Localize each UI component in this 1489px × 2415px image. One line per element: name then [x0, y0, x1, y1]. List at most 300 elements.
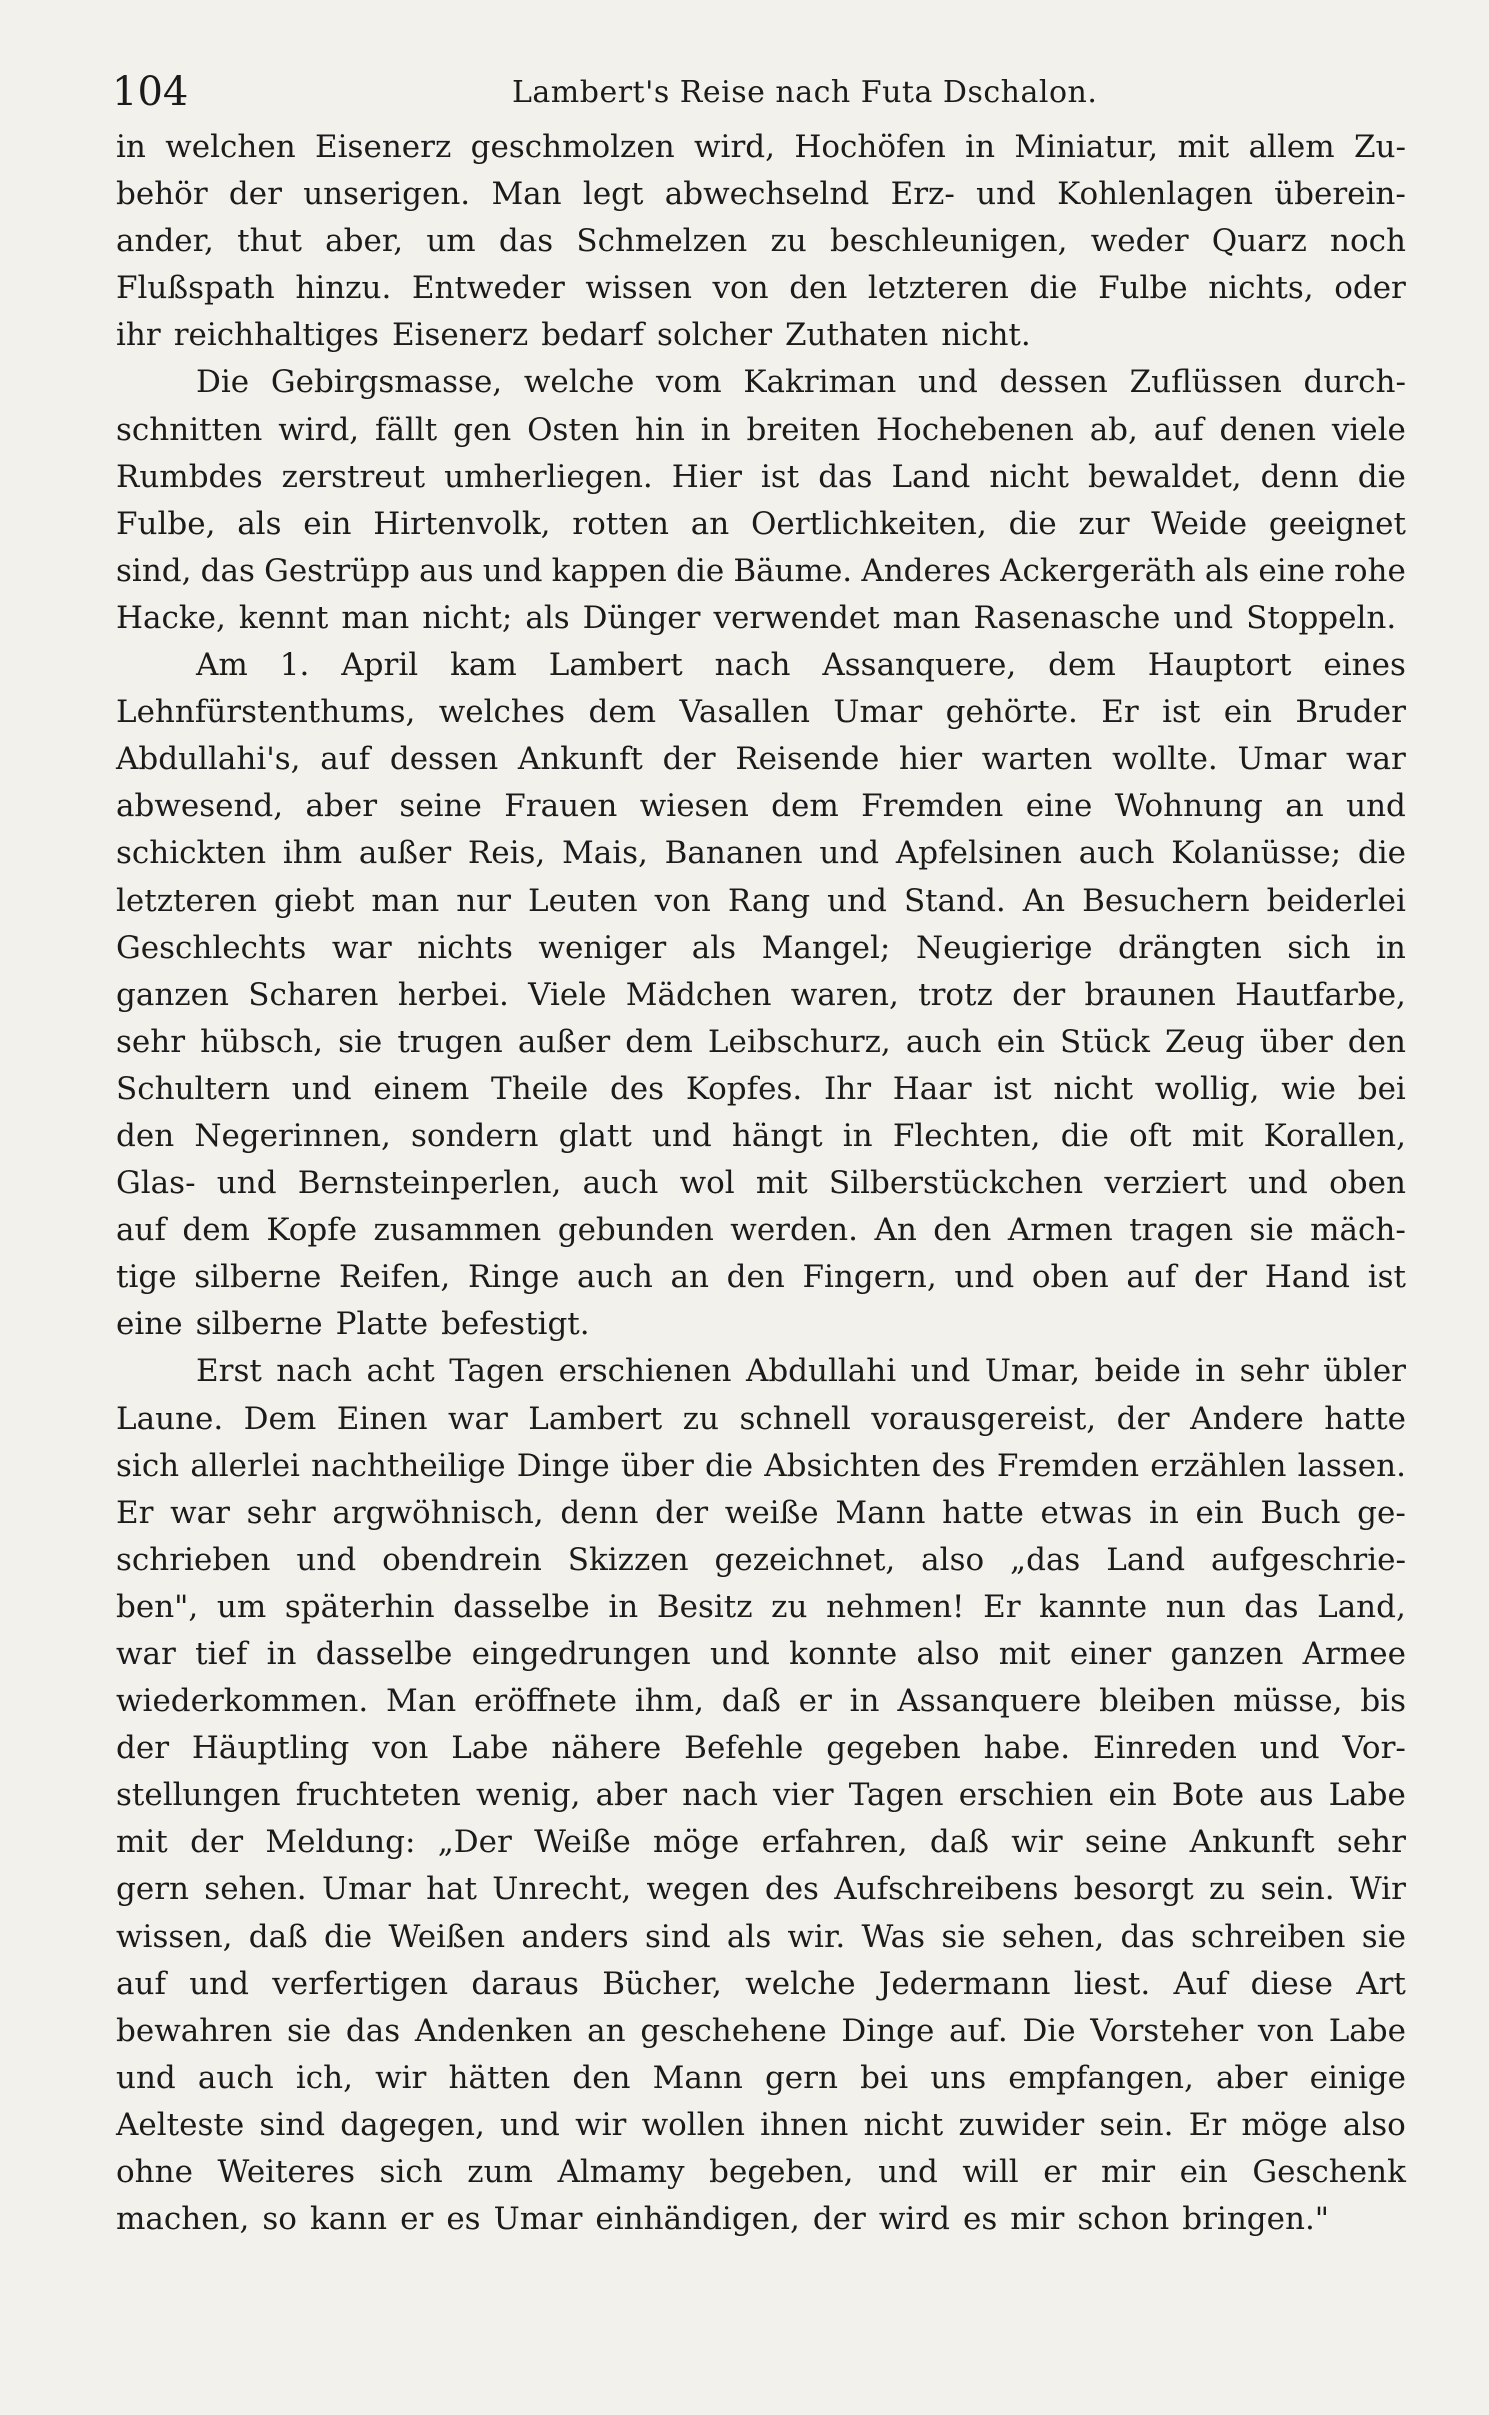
word: bleiben	[1099, 1683, 1216, 1720]
word: Wohnung	[1114, 788, 1263, 825]
word: Apfelsinen	[895, 835, 1062, 872]
word: nähere	[551, 1730, 662, 1767]
word: Fulbe,	[116, 505, 216, 542]
word: nun	[1165, 1588, 1226, 1625]
word: auf	[1126, 1259, 1177, 1296]
word: Ringe	[467, 1259, 560, 1296]
word: Zuthaten	[785, 317, 929, 354]
word: nicht	[1053, 1070, 1134, 1107]
word: werden.	[730, 1212, 858, 1249]
word: wir	[575, 2106, 627, 2143]
word: Fulbe	[1098, 270, 1188, 307]
word: An	[874, 1212, 917, 1249]
text-line	[116, 1914, 1406, 1961]
word: also	[916, 1636, 980, 1672]
word: Eisenerz	[391, 317, 529, 354]
word: Kopfes.	[685, 1070, 803, 1107]
word: Aufschreibens	[834, 1871, 1059, 1908]
word: die	[1357, 835, 1406, 872]
word: Schmelzen	[576, 223, 748, 260]
word: Osten	[527, 411, 620, 448]
word: Korallen,	[1263, 1117, 1406, 1154]
word: Vorsteher	[1090, 2012, 1244, 2049]
word: und	[291, 1070, 352, 1107]
word: zusammen	[373, 1212, 542, 1249]
word: sehen.	[204, 1871, 307, 1908]
word: ein	[1108, 1777, 1157, 1814]
word: ganzen	[116, 976, 229, 1013]
word: aber	[595, 1777, 668, 1814]
word: sehr	[116, 1023, 186, 1060]
word: zuwider	[958, 2106, 1085, 2143]
word: oft	[1128, 1117, 1172, 1154]
word: ein	[303, 505, 352, 542]
word: Theile	[491, 1070, 589, 1107]
word: beschleunigen,	[829, 223, 1068, 260]
word: es	[962, 2201, 998, 2238]
word: 1.	[279, 647, 310, 684]
word: dem	[1048, 647, 1116, 684]
word: um	[426, 223, 476, 260]
word: auf.	[949, 2012, 1008, 2049]
word: sind,	[116, 552, 192, 589]
word: Einen	[336, 1400, 428, 1437]
word: breiten	[746, 411, 861, 448]
word: Vor-	[1342, 1730, 1406, 1767]
word: trugen	[397, 1023, 503, 1060]
word: geschehene	[640, 2012, 827, 2049]
word: sie	[1361, 1918, 1406, 1955]
word: und	[1248, 1165, 1308, 1202]
word: der	[228, 176, 282, 213]
word: an	[1285, 788, 1324, 825]
text-line	[116, 972, 1406, 1019]
text-line	[116, 830, 1406, 877]
word: und	[878, 2154, 938, 2191]
word: welches	[438, 694, 566, 731]
word: daß	[248, 1918, 308, 1955]
word: späterhin	[284, 1588, 435, 1625]
word: kappen	[551, 552, 667, 589]
word: Mangel;	[761, 929, 891, 966]
word: hängt	[731, 1117, 823, 1154]
word: auf	[320, 741, 371, 778]
word: und	[116, 2059, 176, 2096]
word: Ankunft	[1189, 1824, 1315, 1861]
word: reichhaltiges	[173, 317, 379, 354]
word: schreiben	[1191, 1918, 1346, 1955]
word: Er	[1188, 2106, 1227, 2143]
word: ihr	[116, 317, 161, 354]
word: Gestrüpp	[264, 552, 411, 589]
text-line	[116, 1678, 1406, 1725]
text-line	[116, 407, 1406, 454]
word: Haar	[892, 1070, 972, 1107]
word: eingedrungen	[471, 1636, 691, 1672]
word: aus	[419, 552, 474, 589]
word: Lambert	[548, 647, 683, 684]
word: ist	[993, 1070, 1032, 1107]
word: Häuptling	[191, 1730, 350, 1767]
word: Gebirgsmasse,	[270, 364, 503, 401]
word: Tagen	[848, 1777, 944, 1814]
word: war	[1346, 741, 1406, 778]
text-line	[116, 1019, 1406, 1066]
word: das	[1120, 1918, 1175, 1955]
word: sehen,	[1001, 1918, 1105, 1955]
word: Assanquere	[897, 1683, 1082, 1720]
word: schnell	[739, 1400, 851, 1437]
word: Weiteres	[217, 2154, 355, 2191]
word: Land	[891, 458, 971, 495]
word: Wir	[1349, 1871, 1406, 1908]
word: schrieben	[116, 1541, 271, 1578]
word: der	[116, 1730, 170, 1767]
word: Stoppeln.	[1246, 599, 1397, 636]
word: Labe	[451, 1730, 529, 1767]
word: von	[372, 1730, 429, 1767]
word: nur	[456, 882, 511, 919]
word: Entweder	[411, 270, 565, 307]
word: nicht.	[941, 317, 1031, 354]
word: rotten	[572, 505, 669, 542]
word: denn	[1260, 458, 1339, 495]
word: aufgeschrie-	[1211, 1541, 1406, 1578]
word: befestigt.	[441, 1306, 590, 1343]
word: Tagen	[449, 1353, 545, 1390]
word: sich	[1287, 929, 1351, 966]
word: in	[842, 1117, 873, 1154]
word: allerlei	[190, 1447, 300, 1484]
word: sind	[645, 1918, 711, 1955]
word: sehr	[1239, 1353, 1309, 1390]
word: die	[705, 1447, 754, 1484]
word: sein.	[1260, 1871, 1335, 1908]
word: behör	[116, 176, 208, 213]
word: Kakriman	[743, 364, 897, 401]
word: Labe	[1328, 1777, 1406, 1814]
word: vom	[656, 364, 722, 401]
word: oder	[1334, 270, 1406, 307]
word: ist	[1367, 1259, 1406, 1296]
word: auch	[582, 1165, 659, 1202]
word: Oertlichkeiten,	[750, 505, 987, 542]
word: schon	[1077, 2201, 1170, 2238]
word: eine	[116, 1306, 183, 1343]
word: Silberstückchen	[828, 1165, 1084, 1202]
word: beiderlei	[1266, 882, 1406, 919]
word: erschien	[958, 1777, 1094, 1814]
text-line	[116, 1113, 1406, 1160]
word: ihm	[282, 835, 343, 872]
word: Aelteste	[116, 2106, 245, 2143]
word: Umar,	[984, 1353, 1081, 1390]
word: kannte	[1039, 1588, 1148, 1625]
word: sie	[287, 2012, 332, 2049]
word: denen	[1219, 411, 1316, 448]
word: auch	[577, 1259, 653, 1296]
word: weniger	[538, 929, 667, 966]
word: nehmen!	[826, 1588, 965, 1625]
word: „das	[1010, 1541, 1081, 1578]
text-line	[116, 1866, 1406, 1913]
word: Art	[1356, 1965, 1406, 2002]
page-number: 104	[112, 69, 189, 115]
word: Kohlenlagen	[1057, 176, 1253, 213]
word: eröffnete	[474, 1683, 618, 1720]
word: nachtheilige	[311, 1447, 506, 1484]
word: waren,	[790, 976, 899, 1013]
word: Hochebenen	[876, 411, 1074, 448]
word: hat	[426, 1871, 477, 1908]
text-line	[116, 1207, 1406, 1254]
text-line	[116, 642, 1406, 689]
word: braunen	[1084, 976, 1216, 1013]
word: Reifen,	[339, 1259, 451, 1296]
word: welche	[523, 364, 635, 401]
word: mäch-	[1310, 1212, 1406, 1249]
word: Am	[196, 647, 248, 684]
word: Weißen	[388, 1918, 506, 1955]
word: man	[341, 599, 410, 636]
word: in	[700, 411, 731, 448]
word: unserigen.	[303, 176, 471, 213]
word: will	[962, 2154, 1019, 2191]
word: Flußspath	[116, 270, 275, 307]
word: Fingern,	[802, 1259, 937, 1296]
word: in	[965, 129, 996, 165]
word: schickten	[116, 835, 267, 872]
text-line	[116, 171, 1406, 218]
text-line	[116, 2149, 1406, 2196]
word: auf	[116, 1212, 166, 1249]
word: mit	[1191, 1117, 1244, 1154]
text-line	[116, 878, 1406, 925]
word: gen	[453, 411, 512, 448]
word: Er	[116, 1494, 154, 1531]
word: wiesen	[639, 788, 749, 825]
word: obendrein	[382, 1541, 542, 1578]
word: durch-	[1303, 364, 1406, 401]
text-line	[116, 689, 1406, 736]
word: weder	[1090, 223, 1189, 260]
word: wissen,	[116, 1918, 233, 1955]
word: „Der	[437, 1824, 512, 1861]
word: ab,	[1089, 411, 1138, 448]
word: argwöhnisch,	[332, 1494, 544, 1531]
word: wollte.	[1112, 741, 1218, 778]
word: Ihr	[823, 1070, 872, 1107]
word: das	[1244, 1588, 1299, 1625]
word: den	[1347, 1023, 1406, 1060]
word: begeben,	[709, 2154, 854, 2191]
word: das	[818, 458, 873, 495]
word: an	[670, 1259, 709, 1296]
word: nach	[682, 1777, 758, 1814]
word: Auf	[1173, 1965, 1228, 2002]
word: Bananen	[664, 835, 803, 872]
word: daß	[721, 1683, 781, 1720]
text-line	[116, 736, 1406, 783]
word: erfahren,	[761, 1824, 908, 1861]
text-line	[116, 265, 1406, 312]
word: umherliegen.	[444, 458, 653, 495]
word: und	[819, 835, 880, 872]
word: oben	[1031, 1259, 1109, 1296]
word: um	[216, 1588, 267, 1625]
word: ben",	[116, 1588, 199, 1625]
word: tief	[195, 1636, 248, 1672]
word: etwas	[1040, 1494, 1133, 1531]
word: über	[1259, 1023, 1333, 1060]
word: gehörte.	[945, 694, 1078, 731]
word: in	[266, 1636, 297, 1672]
word: Abdullahi	[745, 1353, 897, 1390]
word: Labe	[1328, 2012, 1406, 2049]
text-line	[116, 1348, 1406, 1395]
word: wissen	[585, 270, 692, 307]
word: gern	[116, 1871, 189, 1908]
word: die	[1060, 1117, 1109, 1154]
text-line	[116, 1160, 1406, 1207]
word: das	[498, 223, 554, 260]
word: als	[237, 505, 282, 542]
word: wiederkommen.	[116, 1683, 369, 1720]
word: der	[812, 2201, 866, 2238]
text-line	[116, 2196, 1406, 2243]
word: möge	[653, 1824, 740, 1861]
word: war	[170, 1494, 230, 1531]
word: dasselbe	[453, 1588, 590, 1625]
word: in	[849, 1683, 880, 1720]
word: zum	[467, 2154, 533, 2191]
word: sein.	[1099, 2106, 1174, 2143]
word: einem	[373, 1070, 470, 1107]
word: Assanquere,	[822, 647, 1017, 684]
word: Unrecht,	[492, 1871, 632, 1908]
word: als	[691, 929, 737, 966]
text-line	[116, 925, 1406, 972]
word: Erst	[196, 1353, 262, 1390]
text-line	[116, 1396, 1406, 1443]
word: hätten	[448, 2059, 551, 2096]
word: Viele	[528, 976, 607, 1013]
word: übler	[1323, 1353, 1406, 1390]
word: silberne	[195, 1306, 323, 1343]
word: gegeben	[826, 1730, 961, 1767]
word: Abdullahi's,	[116, 741, 301, 778]
word: und	[1259, 1730, 1320, 1767]
word: dem	[625, 1023, 693, 1060]
word: Jedermann	[878, 1965, 1051, 2002]
word: erschienen	[558, 1353, 732, 1390]
word: außer	[358, 835, 452, 872]
word: wird	[878, 2201, 950, 2238]
word: also	[1342, 2106, 1406, 2143]
text-line	[116, 2102, 1406, 2149]
word: besorgt	[1073, 1871, 1194, 1908]
word: verwendet	[713, 599, 880, 636]
word: ich,	[295, 2059, 353, 2096]
text-line	[116, 1443, 1406, 1490]
word: giebt	[273, 882, 355, 919]
word: viele	[1331, 411, 1406, 448]
word: legt	[582, 176, 644, 213]
word: empfangen,	[1008, 2059, 1194, 2096]
word: hatte	[942, 1494, 1024, 1531]
text-line	[116, 2055, 1406, 2102]
word: der	[1012, 976, 1066, 1013]
word: abwesend,	[116, 788, 284, 825]
word: verziert	[1104, 1165, 1227, 1202]
word: Geschlechts	[116, 929, 307, 966]
word: den	[116, 1117, 175, 1154]
word: des	[931, 1447, 986, 1484]
word: noch	[1330, 223, 1406, 260]
text-line	[116, 2008, 1406, 2055]
word: Buch	[1260, 1494, 1341, 1531]
word: Fremden	[861, 788, 1004, 825]
word: Dinge	[841, 2012, 935, 2049]
word: über	[620, 1447, 694, 1484]
word: welche	[745, 1965, 856, 2002]
word: aus	[1259, 1777, 1314, 1814]
word: es	[446, 2201, 481, 2238]
word: und	[954, 1259, 1015, 1296]
word: sehr	[1336, 1824, 1406, 1861]
text-line	[116, 1961, 1406, 2008]
word: in	[1376, 929, 1406, 966]
word: daraus	[471, 1965, 579, 2002]
word: einer	[1069, 1636, 1152, 1672]
word: zerstreut	[281, 458, 426, 495]
word: Land,	[1317, 1588, 1406, 1625]
word: den	[572, 2059, 631, 2096]
word: als	[1204, 552, 1250, 589]
word: thut	[237, 223, 302, 260]
word: man	[371, 882, 440, 919]
word: Man	[491, 176, 562, 213]
word: ander,	[116, 223, 214, 260]
word: und	[482, 552, 543, 589]
word: und	[1346, 788, 1406, 825]
word: Weide	[1151, 505, 1248, 542]
word: wie	[1281, 1070, 1336, 1107]
word: seine	[399, 788, 482, 825]
word: fällt	[375, 411, 438, 448]
word: Die	[1022, 2012, 1076, 2049]
word: wenig,	[476, 1777, 581, 1814]
word: Bernsteinperlen,	[297, 1165, 562, 1202]
word: und	[976, 176, 1036, 213]
word: von	[1257, 2012, 1314, 2049]
word: Rumbdes	[116, 458, 263, 495]
word: silberne	[194, 1259, 322, 1296]
word: und	[918, 364, 978, 401]
word: Umar	[833, 694, 923, 731]
word: Geschenk	[1252, 2154, 1406, 2191]
word: überein-	[1274, 176, 1406, 213]
word: bedarf	[541, 317, 645, 354]
word: kam	[450, 647, 517, 684]
word: der	[1194, 1259, 1248, 1296]
word: Hautfarbe,	[1235, 976, 1406, 1013]
word: wollig,	[1154, 1070, 1260, 1107]
word: an	[587, 2012, 626, 2049]
word: zur	[1078, 505, 1130, 542]
text-line	[116, 1537, 1406, 1584]
word: und	[189, 1965, 249, 2002]
